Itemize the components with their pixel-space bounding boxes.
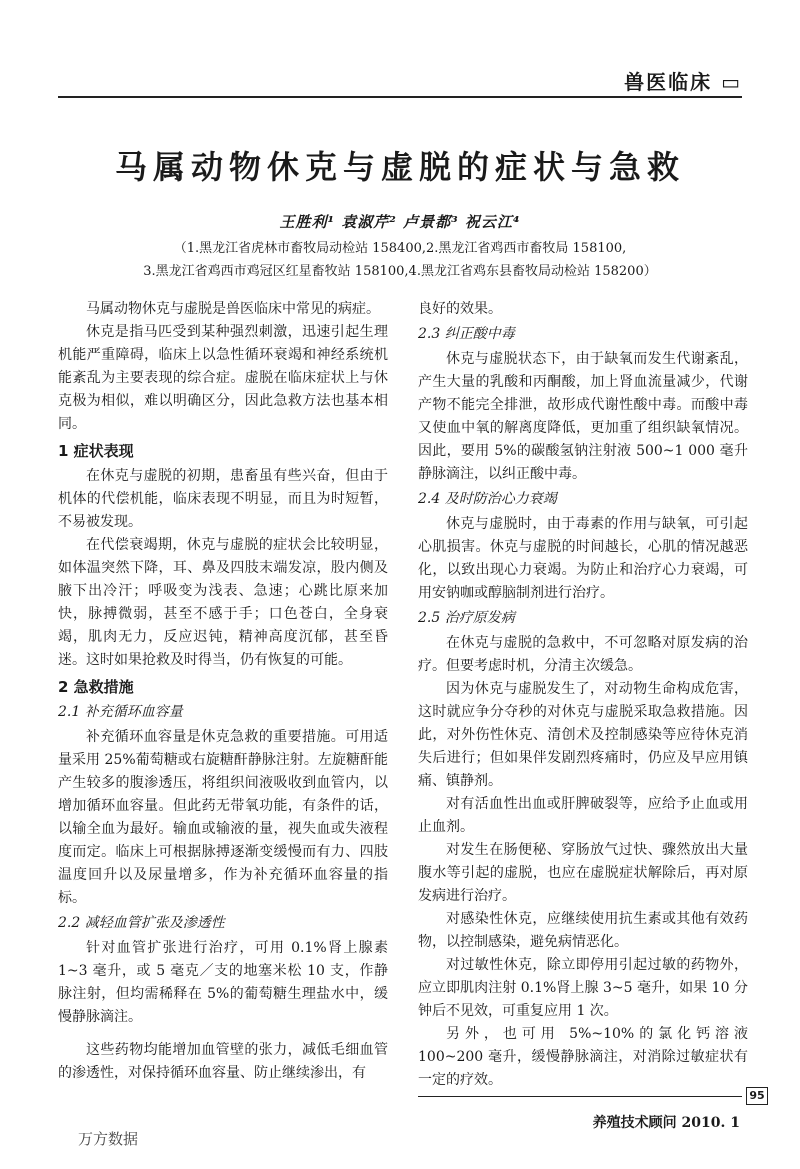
right-column [418,298,748,1092]
affiliation-line-1: （1.黑龙江省虎林市畜牧局动检站 158400,2.黑龙江省鸡西市畜牧局 158100, [173,241,627,256]
paragraph: 对发生在肠便秘、穿肠放气过快、骤然放出大量腹水等引起的虚脱，也应在虚脱症状解除后，再对原发病进行治疗。 [418,842,748,904]
section-label: 兽医临床 [624,70,713,94]
subsection-heading: 2.5 治疗原发病 [418,610,515,626]
paragraph: 对有活血性出血或肝脾破裂等，应给予止血或用止血剂。 [418,796,748,835]
article-title: 马属动物休克与虚脱的症状与急救 [114,148,685,186]
paragraph: 针对血管扩张进行治疗，可用 0.1%肾上腺素 1~3 毫升，或 5 毫克／支的地塞米松 10 支，作静脉注射，但均需稀释在 5%的葡萄糖生理盐水中，缓慢静脉滴注。 [58,940,388,1025]
paragraph: 补充循环血容量是休克急救的重要措施。可用适量采用 25%葡萄糖或右旋糖酐静脉注射。左旋糖酐能产生较多的腹渗透压，将组织间液吸收到血管内，以增加循环血容量。但此药无带氧功能，有条件的话，以输全血为最好。输血或输液的量，视失血或失液程度而定。临床上可根据脉搏逐渐变缓慢而有力、四肢温度回升以及尿量增多，作为补充循环血容量的指标。 [58,729,388,906]
paragraph: 对过敏性休克，除立即停用引起过敏的药物外，应立即肌肉注射 0.1%肾上腺 3~5 毫升，如果 10 分钟后不见效，可重复应用 1 次。 [418,957,748,1019]
section-heading: 1 症状表现 [58,442,134,460]
header-rule [58,96,742,98]
subsection-heading: 2.3 纠正酸中毒 [418,326,515,342]
paragraph: 在休克与虚脱的急救中，不可忽略对原发病的治疗。但要考虑时机，分清主次缓急。 [418,635,748,674]
section-icon: ▭ [712,70,742,94]
paragraph: 另外，也可用 5%~10%的氯化钙溶液 100~200 毫升，缓慢静脉滴注，对消除过敏症状有一定的疗效。 [418,1026,748,1088]
subsection-heading: 2.1 补充循环血容量 [58,704,183,720]
paragraph: 休克是指马匹受到某种强烈刺激，迅速引起生理机能严重障碍，临床上以急性循环衰竭和神经系统机能紊乱为主要表现的综合症。虚脱在临床症状上与休克极为相似，难以明确区分，因此急救方法也基本相同。 [58,324,388,432]
watermark: 万方数据 [78,1130,139,1148]
journal-name: 养殖技术顾问 2010. 1 [592,1115,740,1131]
paragraph: 在休克与虚脱的初期，患畜虽有些兴奋，但由于机体的代偿机能，临床表现不明显，而且为时短暂，不易被发现。 [58,468,388,530]
paragraph: 对感染性休克，应继续使用抗生素或其他有效药物，以控制感染，避免病情恶化。 [418,911,748,950]
footer-rule [418,1096,742,1097]
left-column [58,298,388,1085]
subsection-heading: 2.4 及时防治心力衰竭 [418,491,557,507]
paragraph: 马属动物休克与虚脱是兽医临床中常见的病症。 [86,301,380,317]
paragraph: 休克与虚脱状态下，由于缺氧而发生代谢紊乱，产生大量的乳酸和丙酮酸，加上肾血流量减少，代谢产物不能完全排泄，故形成代谢性酸中毒。而酸中毒又使血中氧的解离度降低，更加重了组织缺氧情况。因此，要用 5%的碳酸氢钠注射液 500~1 000 毫升静脉滴注，以纠正酸中毒。 [418,351,748,482]
paragraph: 休克与虚脱时，由于毒素的作用与缺氧，可引起心肌损害。休克与虚脱的时间越长，心肌的情况越恶化，以致出现心力衰竭。为防止和治疗心力衰竭，可用安钠咖或醇脑制剂进行治疗。 [418,516,748,601]
section-header [624,66,742,95]
paragraph: 因为休克与虚脱发生了，对动物生命构成危害，这时就应争分夺秒的对休克与虚脱采取急救措施。因此，对外伤性休克、清创术及控制感染等应待休克消失后进行；但如果伴发剧烈疼痛时，仍应及早应用镇痛、镇静剂。 [418,681,748,789]
author-list: 王胜利¹ 袁淑芹² 卢景都³ 祝云江⁴ [279,213,521,231]
section-heading: 2 急救措施 [58,678,134,696]
page-number: 95 [746,1087,768,1105]
affiliation-line-2: 3.黑龙江省鸡西市鸡冠区红星畜牧站 158100,4.黑龙江省鸡东县畜牧局动检站 158200） [143,264,657,279]
paragraph: 在代偿衰竭期，休克与虚脱的症状会比较明显，如体温突然下降，耳、鼻及四肢末端发凉，股内侧及腋下出冷汗；呼吸变为浅表、急速；心跳比原来加快，脉搏微弱，甚至不感于手；口色苍白，全身衰竭，肌肉无力，反应迟钝，精神高度沉郁，甚至昏迷。这时如果抢救及时得当，仍有恢复的可能。 [58,537,388,668]
paragraph: 这些药物均能增加血管壁的张力，减低毛细血管的渗透性，对保持循环血容量、防止继续渗出，有 [58,1042,388,1081]
paragraph-continued: 良好的效果。 [418,301,502,317]
subsection-heading: 2.2 减轻血管扩张及渗透性 [58,915,225,931]
